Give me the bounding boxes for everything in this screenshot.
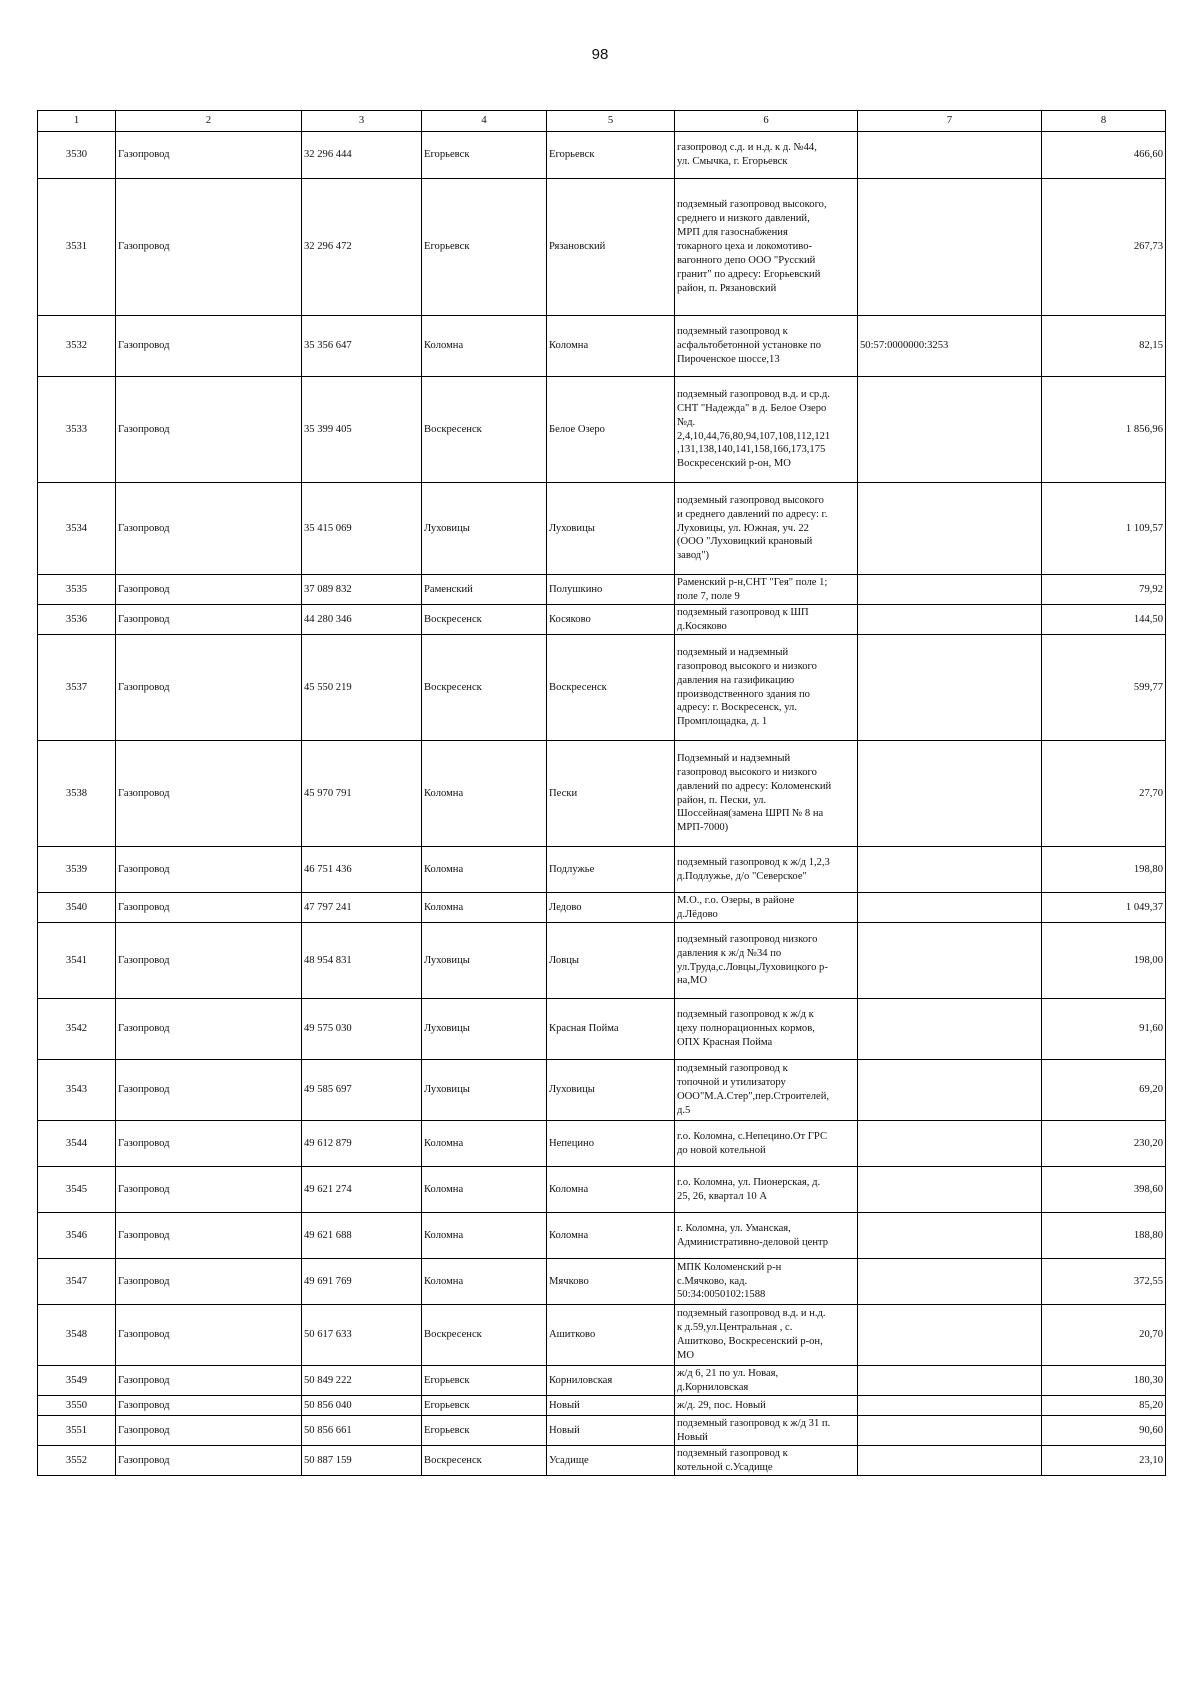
cell-inventory-code: 50 887 159 [302,1446,422,1476]
cell-cadastral-number [858,1416,1042,1446]
table-row [38,377,1166,483]
table-row [38,847,1166,893]
cell-inventory-code: 49 585 697 [302,1060,422,1121]
cell-row-number: 3540 [38,893,116,923]
cell-object-description: подземный газопровод к ШП д.Косяково [675,605,858,635]
table-row [38,132,1166,179]
cell-district: Егорьевск [422,1416,547,1446]
cell-length-value: 1 856,96 [1042,377,1166,483]
cell-length-value: 91,60 [1042,999,1166,1060]
cell-locality: Белое Озеро [547,377,675,483]
cell-district: Коломна [422,893,547,923]
cell-cadastral-number [858,1213,1042,1259]
cell-object-type: Газопровод [116,179,302,316]
header-cell-7: 7 [858,111,1042,132]
cell-length-value: 82,15 [1042,316,1166,377]
table-row [38,1060,1166,1121]
cell-object-description: г.о. Коломна, ул. Пионерская, д. 25, 26, квартал 10 А [675,1167,858,1213]
cell-row-number: 3530 [38,132,116,179]
cell-row-number: 3538 [38,741,116,847]
cell-inventory-code: 49 621 688 [302,1213,422,1259]
cell-inventory-code: 49 691 769 [302,1259,422,1305]
cell-inventory-code: 32 296 444 [302,132,422,179]
header-cell-2: 2 [116,111,302,132]
cell-district: Егорьевск [422,1366,547,1396]
table-row [38,1259,1166,1305]
cell-inventory-code: 50 856 661 [302,1416,422,1446]
cell-object-type: Газопровод [116,1416,302,1446]
cell-object-description: М.О., г.о. Озеры, в районе д.Лёдово [675,893,858,923]
cell-object-description: подземный газопровод к асфальтобетонной установке по Пироченское шоссе,13 [675,316,858,377]
cell-object-type: Газопровод [116,1060,302,1121]
cell-length-value: 23,10 [1042,1446,1166,1476]
cell-object-description: подземный газопровод к ж/д 31 п. Новый [675,1416,858,1446]
cell-row-number: 3552 [38,1446,116,1476]
cell-length-value: 1 109,57 [1042,483,1166,575]
header-cell-3: 3 [302,111,422,132]
cell-cadastral-number [858,1305,1042,1366]
cell-object-type: Газопровод [116,893,302,923]
cell-district: Воскресенск [422,1446,547,1476]
table-row [38,316,1166,377]
cell-length-value: 599,77 [1042,635,1166,741]
table-row [38,1167,1166,1213]
header-cell-5: 5 [547,111,675,132]
cell-district: Луховицы [422,483,547,575]
cell-locality: Подлужье [547,847,675,893]
cell-locality: Луховицы [547,1060,675,1121]
cell-object-description: г.о. Коломна, с.Непецино.От ГРС до новой котельной [675,1121,858,1167]
cell-locality: Красная Пойма [547,999,675,1060]
cell-locality: Пески [547,741,675,847]
cell-cadastral-number [858,1446,1042,1476]
cell-object-type: Газопровод [116,999,302,1060]
cell-cadastral-number [858,1366,1042,1396]
cell-object-description: подземный газопровод в.д. и ср.д. СНТ "Надежда" в д. Белое Озеро №д. 2,4,10,44,76,80,94,107,108,112,121 ,131,138,140,141,158,166,173,175 Воскресенский р-он, МО [675,377,858,483]
cell-locality: Коломна [547,316,675,377]
cell-row-number: 3534 [38,483,116,575]
cell-object-type: Газопровод [116,483,302,575]
cell-row-number: 3535 [38,575,116,605]
cell-length-value: 20,70 [1042,1305,1166,1366]
cell-district: Коломна [422,847,547,893]
table-row [38,893,1166,923]
cell-object-type: Газопровод [116,1121,302,1167]
cell-district: Раменский [422,575,547,605]
cell-locality: Новый [547,1396,675,1416]
cell-object-type: Газопровод [116,377,302,483]
cell-object-type: Газопровод [116,923,302,999]
cell-object-description: газопровод с.д. и н.д. к д. №44, ул. Смычка, г. Егорьевск [675,132,858,179]
cell-row-number: 3543 [38,1060,116,1121]
cell-inventory-code: 35 415 069 [302,483,422,575]
cell-district: Коломна [422,316,547,377]
cell-object-description: МПК Коломенский р-н с.Мячково, кад. 50:34:0050102:1588 [675,1259,858,1305]
table-row [38,741,1166,847]
cell-locality: Мячково [547,1259,675,1305]
cell-length-value: 372,55 [1042,1259,1166,1305]
cell-district: Луховицы [422,923,547,999]
table-row [38,1366,1166,1396]
cell-cadastral-number [858,635,1042,741]
cell-length-value: 198,00 [1042,923,1166,999]
header-row [38,111,1166,132]
cell-row-number: 3548 [38,1305,116,1366]
cell-object-description: подземный газопровод в.д. и н.д. к д.59,ул.Центральная , с. Ашитково, Воскресенский р-он, МО [675,1305,858,1366]
cell-cadastral-number [858,132,1042,179]
cell-inventory-code: 46 751 436 [302,847,422,893]
cell-object-description: подземный газопровод высокого и среднего давлений по адресу: г. Луховицы, ул. Южная, уч. 22 (ООО "Луховицкий крановый завод") [675,483,858,575]
cell-object-type: Газопровод [116,1213,302,1259]
cell-locality: Новый [547,1416,675,1446]
cell-object-description: ж/д. 29, пос. Новый [675,1396,858,1416]
cell-length-value: 85,20 [1042,1396,1166,1416]
cell-row-number: 3537 [38,635,116,741]
cell-locality: Ашитково [547,1305,675,1366]
cell-cadastral-number [858,1121,1042,1167]
cell-cadastral-number [858,1060,1042,1121]
cell-cadastral-number [858,741,1042,847]
cell-object-description: подземный газопровод к котельной с.Усадище [675,1446,858,1476]
cell-length-value: 144,50 [1042,605,1166,635]
cell-cadastral-number [858,1259,1042,1305]
cell-row-number: 3541 [38,923,116,999]
table-row [38,635,1166,741]
cell-district: Воскресенск [422,377,547,483]
cell-object-description: подземный и надземный газопровод высокого и низкого давления на газификацию производственного здания по адресу: г. Воскресенск, ул. Промплощадка, д. 1 [675,635,858,741]
cell-inventory-code: 50 617 633 [302,1305,422,1366]
cell-district: Коломна [422,1259,547,1305]
cell-row-number: 3531 [38,179,116,316]
cell-object-type: Газопровод [116,605,302,635]
cell-row-number: 3545 [38,1167,116,1213]
cell-object-type: Газопровод [116,1305,302,1366]
cell-district: Воскресенск [422,1305,547,1366]
cell-object-type: Газопровод [116,575,302,605]
cell-cadastral-number [858,999,1042,1060]
cell-cadastral-number [858,575,1042,605]
cell-cadastral-number [858,179,1042,316]
header-cell-4: 4 [422,111,547,132]
gas-pipeline-registry-table [37,110,1166,1476]
cell-object-type: Газопровод [116,132,302,179]
cell-locality: Косяково [547,605,675,635]
cell-object-type: Газопровод [116,1167,302,1213]
cell-locality: Полушкино [547,575,675,605]
cell-inventory-code: 50 856 040 [302,1396,422,1416]
cell-row-number: 3532 [38,316,116,377]
cell-row-number: 3550 [38,1396,116,1416]
cell-locality: Усадище [547,1446,675,1476]
cell-district: Воскресенск [422,605,547,635]
cell-locality: Ловцы [547,923,675,999]
cell-length-value: 69,20 [1042,1060,1166,1121]
cell-inventory-code: 47 797 241 [302,893,422,923]
cell-length-value: 27,70 [1042,741,1166,847]
cell-object-type: Газопровод [116,1446,302,1476]
cell-inventory-code: 35 399 405 [302,377,422,483]
cell-cadastral-number [858,1396,1042,1416]
cell-length-value: 198,80 [1042,847,1166,893]
header-cell-6: 6 [675,111,858,132]
cell-district: Егорьевск [422,132,547,179]
cell-object-description: Раменский р-н,СНТ "Гея" поле 1; поле 7, поле 9 [675,575,858,605]
table-row [38,483,1166,575]
cell-locality: Корниловская [547,1366,675,1396]
cell-inventory-code: 35 356 647 [302,316,422,377]
cell-row-number: 3547 [38,1259,116,1305]
cell-object-description: Подземный и надземный газопровод высокого и низкого давлений по адресу: Коломенский район, п. Пески, ул. Шоссейная(замена ШРП № 8 на МРП-7000) [675,741,858,847]
cell-cadastral-number [858,605,1042,635]
table-row [38,999,1166,1060]
cell-locality: Луховицы [547,483,675,575]
cell-locality: Егорьевск [547,132,675,179]
cell-district: Коломна [422,1167,547,1213]
cell-cadastral-number [858,483,1042,575]
cell-cadastral-number [858,377,1042,483]
cell-object-type: Газопровод [116,741,302,847]
cell-row-number: 3536 [38,605,116,635]
cell-object-type: Газопровод [116,1366,302,1396]
cell-inventory-code: 45 970 791 [302,741,422,847]
cell-length-value: 230,20 [1042,1121,1166,1167]
table-row [38,1416,1166,1446]
cell-inventory-code: 48 954 831 [302,923,422,999]
table-row [38,1396,1166,1416]
table-row [38,575,1166,605]
cell-object-description: подземный газопровод высокого, среднего и низкого давлений, МРП для газоснабжения токарного цеха и локомотиво- вагонного депо ООО "Русский гранит" по адресу: Егорьевский район, п. Рязановский [675,179,858,316]
cell-locality: Коломна [547,1167,675,1213]
cell-locality: Рязановский [547,179,675,316]
cell-object-description: ж/д 6, 21 по ул. Новая, д.Корниловская [675,1366,858,1396]
cell-row-number: 3539 [38,847,116,893]
cell-object-description: подземный газопровод к ж/д 1,2,3 д.Подлужье, д/о "Северское" [675,847,858,893]
table-row [38,179,1166,316]
cell-locality: Коломна [547,1213,675,1259]
cell-district: Егорьевск [422,1396,547,1416]
cell-cadastral-number [858,1167,1042,1213]
cell-district: Луховицы [422,999,547,1060]
cell-object-type: Газопровод [116,1396,302,1416]
cell-inventory-code: 49 612 879 [302,1121,422,1167]
cell-length-value: 267,73 [1042,179,1166,316]
table-row [38,1446,1166,1476]
cell-inventory-code: 50 849 222 [302,1366,422,1396]
cell-row-number: 3551 [38,1416,116,1446]
cell-object-type: Газопровод [116,316,302,377]
cell-inventory-code: 32 296 472 [302,179,422,316]
cell-district: Луховицы [422,1060,547,1121]
cell-locality: Непецино [547,1121,675,1167]
cell-cadastral-number [858,923,1042,999]
cell-object-description: г. Коломна, ул. Уманская, Административно-деловой центр [675,1213,858,1259]
cell-locality: Воскресенск [547,635,675,741]
cell-inventory-code: 45 550 219 [302,635,422,741]
cell-object-description: подземный газопровод низкого давления к ж/д №34 по ул.Труда,с.Ловцы,Луховицкого р- на,МО [675,923,858,999]
cell-inventory-code: 49 575 030 [302,999,422,1060]
cell-length-value: 79,92 [1042,575,1166,605]
cell-object-type: Газопровод [116,635,302,741]
cell-row-number: 3542 [38,999,116,1060]
cell-inventory-code: 37 089 832 [302,575,422,605]
table-row [38,1121,1166,1167]
table-row [38,1305,1166,1366]
cell-district: Егорьевск [422,179,547,316]
cell-length-value: 398,60 [1042,1167,1166,1213]
cell-district: Коломна [422,741,547,847]
cell-length-value: 180,30 [1042,1366,1166,1396]
cell-length-value: 466,60 [1042,132,1166,179]
cell-row-number: 3544 [38,1121,116,1167]
cell-length-value: 188,80 [1042,1213,1166,1259]
table-row [38,923,1166,999]
cell-object-type: Газопровод [116,1259,302,1305]
cell-length-value: 90,60 [1042,1416,1166,1446]
table-row [38,1213,1166,1259]
header-cell-8: 8 [1042,111,1166,132]
cell-row-number: 3549 [38,1366,116,1396]
cell-inventory-code: 44 280 346 [302,605,422,635]
cell-row-number: 3546 [38,1213,116,1259]
cell-cadastral-number [858,893,1042,923]
cell-object-type: Газопровод [116,847,302,893]
header-cell-1: 1 [38,111,116,132]
table-row [38,605,1166,635]
cell-inventory-code: 49 621 274 [302,1167,422,1213]
cell-cadastral-number: 50:57:0000000:3253 [858,316,1042,377]
cell-length-value: 1 049,37 [1042,893,1166,923]
cell-district: Коломна [422,1213,547,1259]
cell-row-number: 3533 [38,377,116,483]
cell-locality: Ледово [547,893,675,923]
cell-district: Коломна [422,1121,547,1167]
cell-object-description: подземный газопровод к топочной и утилизатору ООО"М.А.Стер",пер.Строителей, д.5 [675,1060,858,1121]
cell-district: Воскресенск [422,635,547,741]
cell-cadastral-number [858,847,1042,893]
page-number: 98 [591,46,609,63]
cell-object-description: подземный газопровод к ж/д к цеху полнорационных кормов, ОПХ Красная Пойма [675,999,858,1060]
